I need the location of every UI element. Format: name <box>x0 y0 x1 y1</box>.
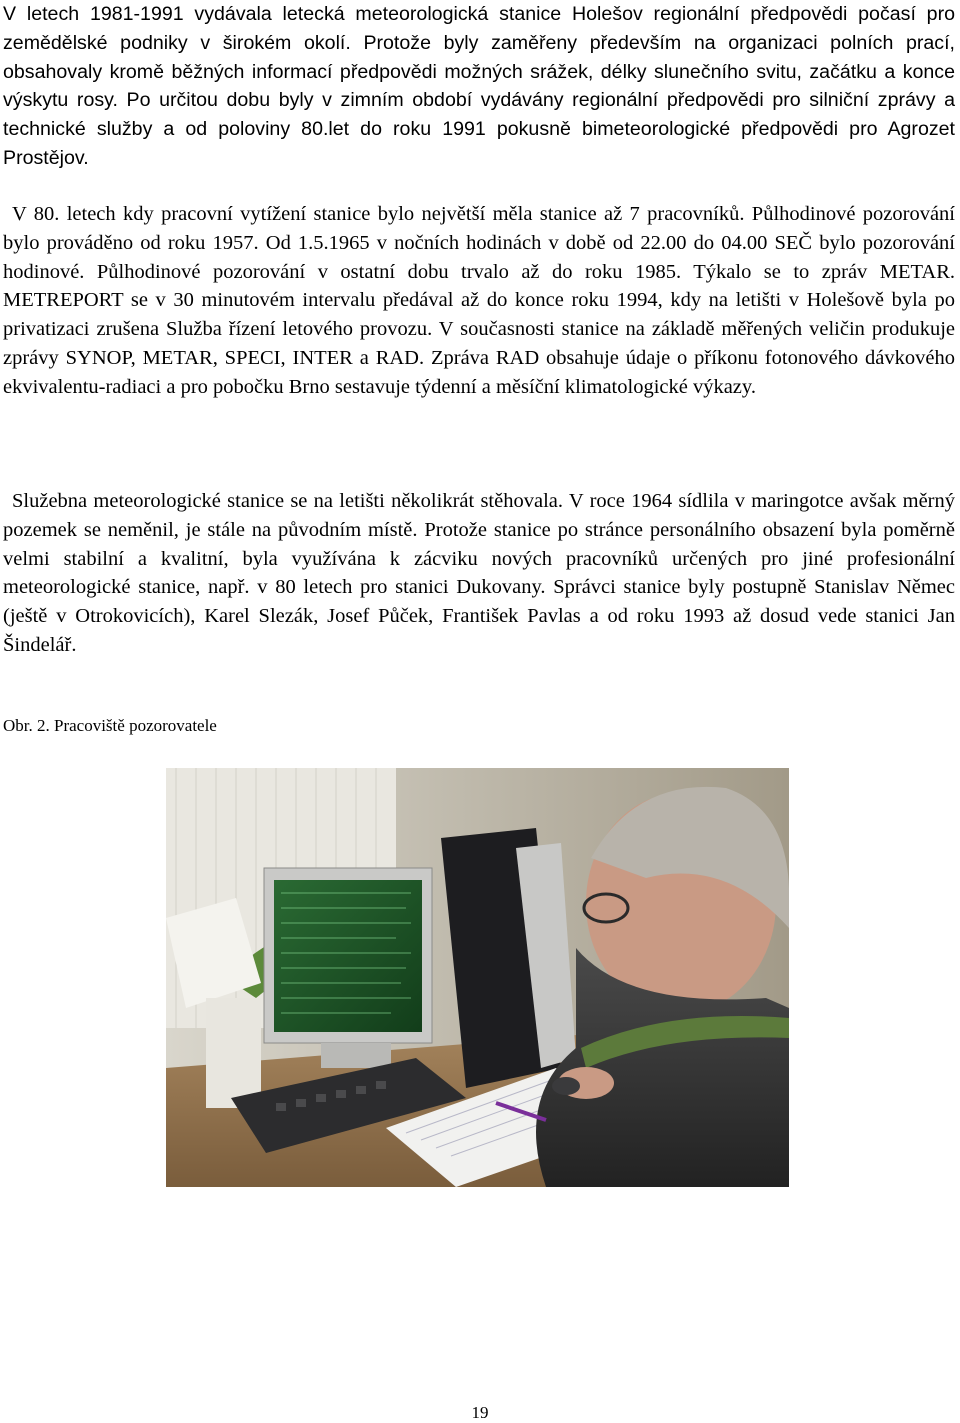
paragraph-staffing-history <box>3 200 955 402</box>
paragraph-regional-forecasts <box>3 0 955 173</box>
figure-caption: Obr. 2. Pracoviště pozorovatele <box>3 716 217 735</box>
page-number: 19 <box>471 1403 489 1422</box>
observer-workstation-photo <box>166 768 789 1187</box>
photo-illustration <box>166 768 789 1187</box>
paragraph-text: V 80. letech kdy pracovní vytížení stanice bylo největší měla stanice až 7 pracovníků. Půlhodinové pozorování bylo prováděno od roku 1957. Od 1.5.1965 v nočních hodinách v době od 22.00 do 04.00 SEČ bylo pozorování hodinové. Půlhodinové pozorování v ostatní dobu trvalo až do roku 1985. Týkalo se to zpráv METAR. METREPORT se v 30 minutovém intervalu předával až do konce roku 1994, kdy na letišti v Holešově byla po privatizaci zrušena Služba řízení letového provozu. V současnosti stanice na základě měřených veličin produkuje zprávy SYNOP, METAR, SPECI, INTER a RAD. Zpráva RAD obsahuje údaje o příkonu fotonového dávkového ekvivalentu-radiaci a pro pobočku Brno sestavuje týdenní a měsíční klimatologické výkazy. <box>3 203 955 398</box>
paragraph-text: V letech 1981-1991 vydávala letecká meteorologická stanice Holešov regionální předpovědi počasí pro zemědělské podniky v širokém okolí. Protože byly zaměřeny především na organizaci polních prací, obsahovaly kromě běžných informací předpovědi možných srážek, délky slunečního svitu, začátku a konce výskytu rosy. Po určitou dobu byly v zimním období vydávány regionální předpovědi pro silniční zprávy a technické služby a od poloviny 80.let do roku 1991 pokusně bimeteorologické předpovědi pro Agrozet Prostějov. <box>3 3 955 169</box>
paragraph-station-location <box>3 487 955 660</box>
paragraph-text: Služebna meteorologické stanice se na letišti několikrát stěhovala. V roce 1964 sídlila v maringotce avšak měrný pozemek se neměnil, je stále na původním místě. Protože stanice po stránce personálního obsazení byla poměrně velmi stabilní a kvalitní, byla využívána k zácviku nových pracovníků určených pro jiné profesionální meteorologické stanice, např. v 80 letech pro stanici Dukovany. Správci stanice byly postupně Stanislav Němec (ještě v Otrokovicích), Karel Slezák, Josef Půček, František Pavlas a od roku 1993 až dosud vede stanici Jan Šindelář. <box>3 490 955 656</box>
